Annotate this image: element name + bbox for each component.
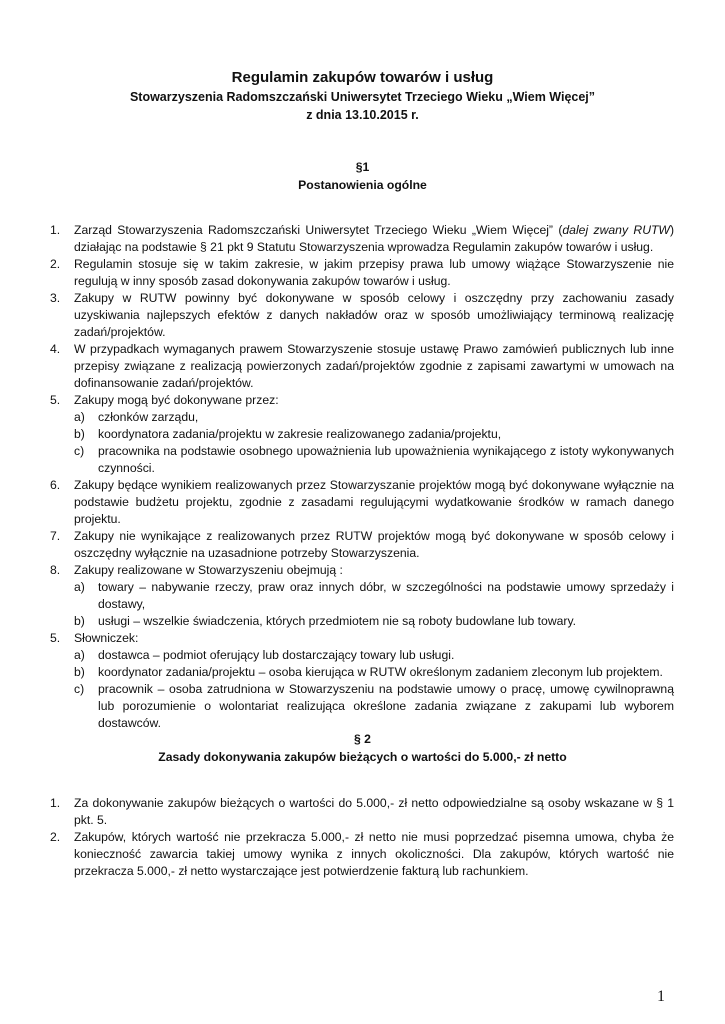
item-text: W przypadkach wymaganych prawem Stowarzyszenie stosuje ustawę Prawo zamówień publicznych lub inne przepisy związane z realizacją powierzonych zadań/projektów zgodnie z zapisami zawartymi w umowach na dofinansowanie zadań/projektów. [74, 342, 674, 390]
sub-list-item [74, 664, 674, 681]
item-number: 1. [50, 796, 61, 810]
item-number: 5. [50, 393, 61, 407]
sub-item-letter: b) [74, 665, 85, 679]
item-text: Zakupy będące wynikiem realizowanych przez Stowarzyszanie projektów mogą być dokonywane wyłącznie na podstawie budżetu projektu, zgodnie z zasadami regulującymi wydatkowanie środków w ramach danego projektu. [74, 478, 674, 526]
page-number: 1 [657, 988, 665, 1005]
section-2-title: Zasady dokonywania zakupów bieżących o wartości do 5.000,- zł netto [158, 750, 567, 764]
item-number: 7. [50, 529, 61, 543]
item-number: 1. [50, 223, 61, 237]
item-number: 3. [50, 291, 61, 305]
document-subtitle: Stowarzyszenia Radomszczański Uniwersytet Trzeciego Wieku „Wiem Więcej” [129, 90, 596, 104]
item-number: 2. [50, 830, 61, 844]
sub-item-letter: a) [74, 648, 85, 662]
sub-item-letter: b) [74, 427, 85, 441]
item-text: Regulamin stosuje się w takim zakresie, w jakim przepisy prawa lub umowy wiążące Stowarzyszenie nie regulują w inny sposób zasad dokonywania zakupów towarów i usług. [74, 257, 674, 288]
document-header [40, 68, 685, 124]
sub-list [74, 647, 674, 732]
sub-list-item [74, 426, 674, 443]
sub-item-letter: a) [74, 580, 85, 594]
sub-item-text: pracownik – osoba zatrudniona w Stowarzyszeniu na podstawie umowy o pracę, umowę cywilnoprawną lub porozumienie o wolontariat realizująca określone zadania związane z zakupami lub wyborem dostawców. [98, 682, 674, 730]
item-text: Zakupy mogą być dokonywane przez: [74, 393, 279, 407]
sub-list [74, 579, 674, 630]
list-item [44, 795, 674, 829]
section-2-heading [40, 730, 685, 766]
sub-item-text: towary – nabywanie rzeczy, praw oraz innych dóbr, w szczególności na podstawie umowy sprzedaży i dostawy, [98, 580, 674, 611]
item-number: 6. [50, 478, 61, 492]
sub-list [74, 409, 674, 477]
item-text: Zarząd Stowarzyszenia Radomszczański Uniwersytet Trzeciego Wieku „Wiem Więcej” ( [74, 223, 563, 237]
item-number: 8. [50, 563, 61, 577]
document-date: z dnia 13.10.2015 r. [306, 108, 419, 122]
sub-item-text: członków zarządu, [98, 410, 199, 424]
document-title: Regulamin zakupów towarów i usług [231, 69, 494, 86]
item-text: Za dokonywanie zakupów bieżących o wartości do 5.000,- zł netto odpowiedzialne są osoby wskazane w § 1 pkt. 5. [74, 796, 674, 827]
list-item [44, 392, 674, 477]
item-number: 2. [50, 257, 61, 271]
list-item [44, 477, 674, 528]
sub-list-item [74, 647, 674, 664]
sub-item-letter: a) [74, 410, 85, 424]
sub-list-item [74, 681, 674, 732]
item-text: Zakupy nie wynikające z realizowanych przez RUTW projektów mogą być dokonywane w sposób celowy i oszczędny wyłącznie na uzasadnione potrzeby Stowarzyszenia. [74, 529, 674, 560]
sub-item-text: dostawca – podmiot oferujący lub dostarczający towary lub usługi. [98, 648, 455, 662]
list-item [44, 528, 674, 562]
sub-item-text: usługi – wszelkie świadczenia, których przedmiotem nie są roboty budowlane lub towary. [98, 614, 577, 628]
item-text: Zakupy realizowane w Stowarzyszeniu obejmują : [74, 563, 343, 577]
sub-item-text: koordynatora zadania/projektu w zakresie realizowanego zadania/projektu, [98, 427, 502, 441]
sub-list-item [74, 409, 674, 426]
section-1-heading [40, 158, 685, 194]
list-item [44, 222, 674, 256]
item-text: Zakupy w RUTW powinny być dokonywane w sposób celowy i oszczędny przy zachowaniu zasady uzyskiwania najlepszych efektów z danych nakładów oraz w sposób umożliwiający terminową realizację zadań/projektów. [74, 291, 674, 339]
list-item [44, 290, 674, 341]
sub-item-letter: c) [74, 682, 85, 696]
sub-list-item [74, 579, 674, 613]
sub-item-letter: b) [74, 614, 85, 628]
item-text-italic: dalej zwany RUTW [562, 223, 670, 237]
section-1-list [44, 222, 674, 732]
item-number: 4. [50, 342, 61, 356]
sub-list-item [74, 443, 674, 477]
section-1-title: Postanowienia ogólne [298, 178, 427, 192]
item-number: 5. [50, 631, 61, 645]
list-item [44, 562, 674, 630]
sub-item-letter: c) [74, 444, 85, 458]
section-2-list [44, 795, 674, 880]
item-text: Słowniczek: [74, 631, 139, 645]
sub-list-item [74, 613, 674, 630]
item-text: Zakupów, których wartość nie przekracza 5.000,- zł netto nie musi poprzedzać pisemna umowa, chyba że konieczność zawarcia takiej umowy wynika z innych okoliczności. Dla zakupów, których wartość nie przekracza 5.000,- zł netto wystarczające jest potwierdzenie fakturą lub rachunkiem. [74, 830, 674, 878]
section-2-number: § 2 [354, 732, 371, 746]
list-item [44, 341, 674, 392]
sub-item-text: pracownika na podstawie osobnego upoważnienia lub upoważnienia wynikającego z istoty wykonywanych czynności. [98, 444, 674, 475]
item-text: ) działając na podstawie § 21 pkt 9 Statutu Stowarzyszenia wprowadza Regulamin zakupów towarów i usług. [74, 223, 675, 254]
section-1-number: §1 [355, 160, 370, 174]
sub-item-text: koordynator zadania/projektu – osoba kierująca w RUTW określonym zadaniem zleconym lub projektem. [98, 665, 663, 679]
list-item [44, 256, 674, 290]
list-item [44, 829, 674, 880]
list-item [44, 630, 674, 732]
